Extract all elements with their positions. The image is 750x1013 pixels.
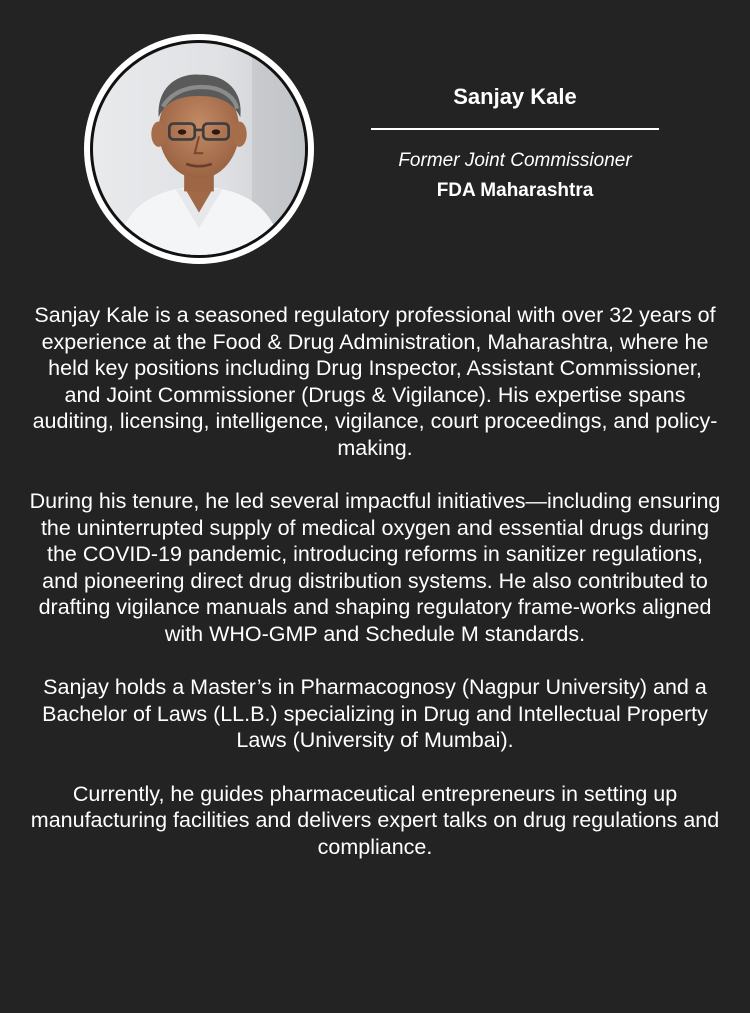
profile-header — [370, 84, 660, 202]
bio-paragraph: Sanjay Kale is a seasoned regulatory professional with over 32 years of experience at the Food & Drug Administration, Maharashtra, where he held key positions including Drug Inspector, Assistant Commissioner, and Joint Commissioner (Drugs & Vigilance). His expertise spans auditing, licensing, intelligence, vigilance, court proceedings, and policy-making. — [32, 303, 718, 460]
profile-name: Sanjay Kale — [453, 84, 577, 109]
portrait-photo-icon — [93, 43, 305, 255]
bio-paragraph: During his tenure, he led several impactful initiatives—including ensuring the uninterrupted supply of medical oxygen and essential drugs during the COVID-19 pandemic, introducing reforms in sanitizer regulations, and pioneering direct drug distribution systems. He also contributed to drafting vigilance manuals and shaping regulatory frame-works aligned with WHO-GMP and Schedule M standards. — [29, 489, 721, 646]
bio-section — [28, 302, 722, 887]
profile-title: Former Joint Commissioner — [398, 150, 632, 172]
profile-photo — [90, 40, 308, 258]
name-divider — [371, 128, 659, 130]
bio-paragraph: Sanjay holds a Master’s in Pharmacognosy (Nagpur University) and a Bachelor of Laws (LL.B.) specializing in Drug and Intellectual Property Laws (University of Mumbai). — [42, 675, 708, 752]
profile-organization: FDA Maharashtra — [436, 180, 594, 202]
bio-paragraph: Currently, he guides pharmaceutical entrepreneurs in setting up manufacturing facilities and delivers expert talks on drug regulations and compliance. — [30, 781, 720, 859]
profile-photo-frame — [84, 34, 314, 264]
